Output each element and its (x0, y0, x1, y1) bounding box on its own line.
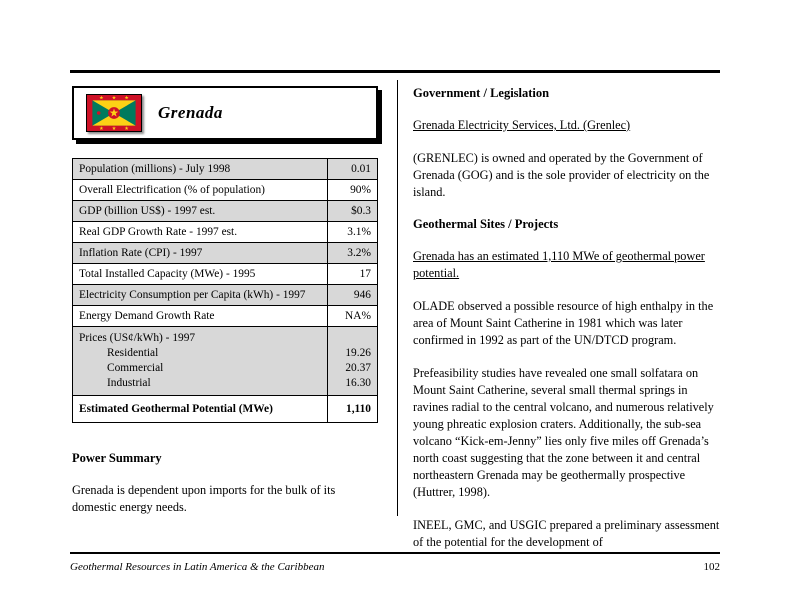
table-row (73, 222, 377, 243)
price-item-value: 19.26 (345, 347, 371, 359)
row-label: Real GDP Growth Rate - 1997 est. (79, 226, 238, 238)
price-item-label: Industrial (107, 377, 151, 389)
utility-name-underlined: Grenada Electricity Services, Ltd. (Grenlec) (413, 118, 631, 132)
row-label: Inflation Rate (CPI) - 1997 (79, 247, 203, 259)
country-title-box (72, 86, 378, 140)
table-row (73, 285, 377, 306)
price-item-value: 16.30 (345, 377, 371, 389)
row-value: 946 (327, 285, 377, 305)
row-label: Energy Demand Growth Rate (79, 310, 215, 322)
power-summary-text: Grenada is dependent upon imports for the bulk of its domestic energy needs. (72, 483, 336, 514)
row-value: 3.1% (327, 222, 377, 242)
prices-row (73, 327, 377, 396)
geothermal-potential-row (73, 396, 377, 422)
table-row (73, 243, 377, 264)
table-row (73, 264, 377, 285)
prices-label: Prices (US¢/kWh) - 1997 (79, 332, 196, 344)
table-row (73, 159, 377, 180)
row-label: Electricity Consumption per Capita (kWh) - 1997 (79, 289, 306, 301)
table-row (73, 306, 377, 327)
footer-book-title: Geothermal Resources in Latin America & the Caribbean (70, 561, 325, 573)
price-spacer (334, 331, 371, 346)
row-label: Total Installed Capacity (MWe) - 1995 (79, 268, 256, 280)
table-row (73, 201, 377, 222)
power-summary-heading: Power Summary (72, 451, 162, 465)
geothermal-potential-underlined: Grenada has an estimated 1,110 MWe of geothermal power potential. (413, 249, 705, 280)
olade-paragraph: OLADE observed a possible resource of high enthalpy in the area of Mount Saint Catherine in 1981 which was later confirmed in 1992 as part of the UN/DTCD program. (413, 299, 714, 347)
prefeasibility-paragraph: Prefeasibility studies have revealed one small solfatara on Mount Saint Catherine, several small thermal springs in ravines radial to the central volcano, and numerous relatively young phreatic explosion craters. Additionally, the sub-sea volcano “Kick-em-Jenny” lies only five miles off Grenada’s north coast suggesting that the zone between it and central northeastern Grenada may be geothermally prospective (Huttrer, 1998). (413, 366, 714, 499)
row-label: GDP (billion US$) - 1997 est. (79, 205, 216, 217)
government-paragraph: (GRENLEC) is owned and operated by the Government of Grenada (GOG) and is the sole provider of electricity on the island. (413, 151, 710, 199)
row-value: 1,110 (327, 396, 377, 422)
row-value: $0.3 (327, 201, 377, 221)
price-item-label: Residential (107, 347, 159, 359)
column-divider (397, 80, 398, 516)
row-label: Estimated Geothermal Potential (MWe) (79, 403, 273, 415)
geothermal-sites-heading: Geothermal Sites / Projects (413, 217, 559, 231)
price-item-label: Commercial (107, 362, 164, 374)
left-column (72, 86, 378, 532)
right-column (413, 86, 720, 567)
government-legislation-heading: Government / Legislation (413, 86, 550, 100)
footer-page-number: 102 (703, 561, 720, 573)
country-name: Grenada (158, 103, 223, 122)
ineel-paragraph: INEEL, GMC, and USGIC prepared a preliminary assessment of the potential for the development of (413, 518, 720, 549)
price-item-value: 20.37 (345, 362, 371, 374)
row-value: 90% (327, 180, 377, 200)
row-value: 17 (327, 264, 377, 284)
top-rule (70, 70, 720, 73)
row-value: 3.2% (327, 243, 377, 263)
bottom-rule (70, 552, 720, 554)
row-label: Overall Electrification (% of population) (79, 184, 265, 196)
row-label: Population (millions) - July 1998 (79, 163, 231, 175)
country-stats-table (72, 158, 378, 423)
row-value: 0.01 (327, 159, 377, 179)
grenada-flag-icon (86, 94, 142, 132)
table-row (73, 180, 377, 201)
row-value: NA% (327, 306, 377, 326)
